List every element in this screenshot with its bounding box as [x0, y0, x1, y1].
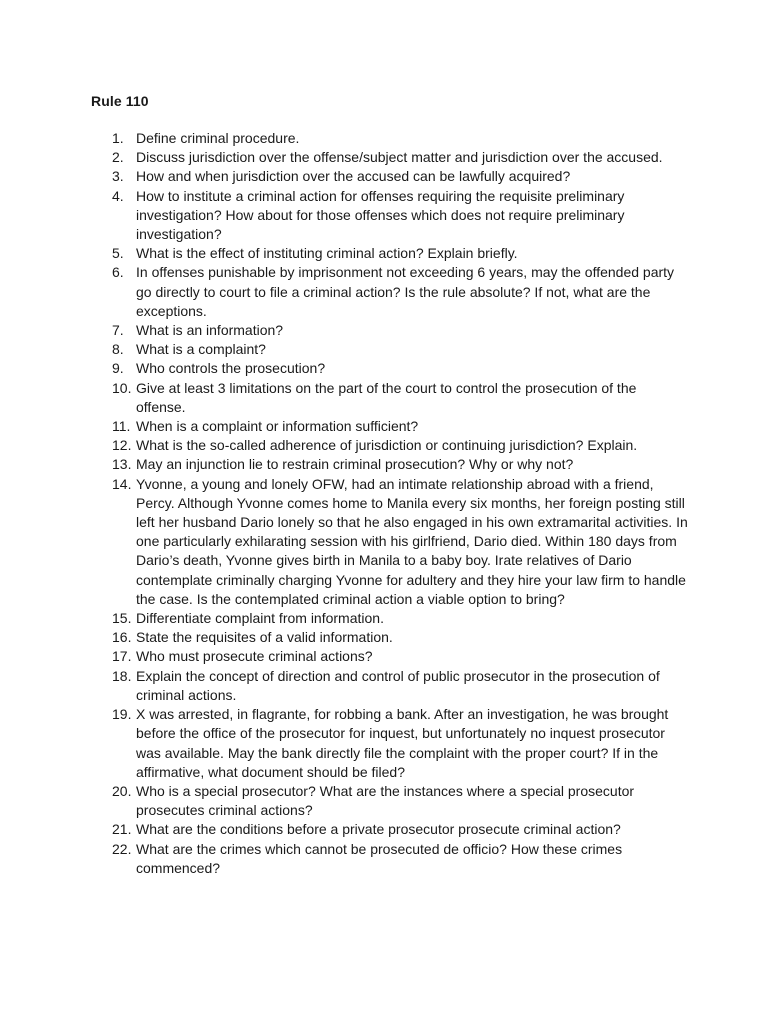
list-item-text: What is the effect of instituting criminal action? Explain briefly. [136, 245, 518, 262]
list-item-text: What is an information? [136, 322, 284, 339]
list-item-number: 12. [112, 437, 132, 454]
list-item-number: 6. [112, 264, 124, 281]
list-item-number: 8. [112, 341, 124, 358]
list-item-number: 19. [112, 706, 132, 723]
list-item [0, 167, 768, 186]
list-item-number: 16. [112, 629, 132, 646]
list-item-text: When is a complaint or information sufficient? [136, 418, 419, 435]
list-item [0, 667, 768, 705]
list-item-number: 13. [112, 456, 132, 473]
list-item-number: 18. [112, 667, 132, 684]
page-title: Rule 110 [91, 93, 149, 109]
list-item-text: Discuss jurisdiction over the offense/subject matter and jurisdiction over the accused. [136, 149, 663, 166]
list-item-number: 9. [112, 360, 124, 377]
list-item-text: May an injunction lie to restrain criminal prosecution? Why or why not? [136, 456, 574, 473]
list-item [0, 148, 768, 167]
list-item-text: Who controls the prosecution? [136, 360, 326, 377]
list-item [0, 263, 768, 321]
list-item-number: 1. [112, 130, 124, 146]
list-item-text: How to institute a criminal action for offenses requiring the requisite preliminary investigation? How about for those offenses which does not require preliminary investigation? [136, 187, 625, 243]
list-item-number: 20. [112, 782, 132, 799]
list-item-text: Who is a special prosecutor? What are the instances where a special prosecutor prosecutes criminal actions? [136, 782, 635, 819]
list-item-text: Differentiate complaint from information. [136, 610, 384, 627]
list-item [0, 820, 768, 839]
question-list [0, 129, 768, 878]
list-item-text: What are the conditions before a private prosecutor prosecute criminal action? [136, 821, 621, 838]
list-item [0, 417, 768, 436]
list-item [0, 244, 768, 263]
list-item-text: What is the so-called adherence of jurisdiction or continuing jurisdiction? Explain. [136, 437, 638, 454]
list-item-number: 15. [112, 610, 132, 627]
list-item-number: 22. [112, 840, 132, 857]
list-item-text: Explain the concept of direction and control of public prosecutor in the prosecution of criminal actions. [136, 667, 660, 703]
list-item [0, 436, 768, 455]
list-item-text: Define criminal procedure. [136, 130, 300, 146]
list-item [0, 129, 768, 148]
list-item [0, 455, 768, 474]
list-item [0, 379, 768, 417]
list-item-number: 7. [112, 322, 124, 339]
list-item-number: 5. [112, 245, 124, 262]
list-item-text: What are the crimes which cannot be prosecuted de officio? How these crimes commenced? [136, 840, 623, 876]
list-item [0, 782, 768, 820]
list-item [0, 609, 768, 628]
list-item [0, 840, 768, 878]
list-item [0, 705, 768, 782]
list-item [0, 340, 768, 359]
list-item-number: 3. [112, 168, 124, 185]
list-item [0, 321, 768, 340]
list-item-text: In offenses punishable by imprisonment not exceeding 6 years, may the offended party go directly to court to file a criminal action? Is the rule absolute? If not, what are the exceptions. [136, 264, 675, 319]
list-item [0, 187, 768, 245]
list-item-text: Yvonne, a young and lonely OFW, had an intimate relationship abroad with a friend, Percy. Although Yvonne comes home to Manila every six months, her foreign posting still left her husband Dario lonely so that he also engaged in his own extramarital activities. In one particularly exhilarating session with his girlfriend, Dario died. Within 180 days from Dario’s death, Yvonne gives birth in Manila to a baby boy. Irate relatives of Dario contemplate criminally charging Yvonne for adultery and they hire your law firm to handle the case. Is the contemplated criminal action a viable option to bring? [136, 475, 688, 607]
list-item-text: X was arrested, in flagrante, for robbing a bank. After an investigation, he was brought before the office of the prosecutor for inquest, but unfortunately no inquest prosecutor was available. May the bank directly file the complaint with the proper court? If in the affirmative, what document should be filed? [136, 706, 669, 780]
list-item [0, 475, 768, 609]
list-item-number: 11. [112, 418, 131, 435]
list-item-text: How and when jurisdiction over the accused can be lawfully acquired? [136, 168, 571, 185]
list-item-number: 4. [112, 187, 124, 204]
list-item [0, 628, 768, 647]
list-item-number: 17. [112, 648, 132, 665]
list-item-number: 2. [112, 149, 124, 166]
list-item-text: State the requisites of a valid information. [136, 629, 393, 646]
list-item-number: 14. [112, 475, 132, 492]
list-item-number: 21. [112, 821, 132, 838]
list-item [0, 359, 768, 378]
list-item-text: Who must prosecute criminal actions? [136, 648, 373, 665]
list-item-text: What is a complaint? [136, 341, 266, 358]
list-item [0, 647, 768, 666]
list-item-number: 10. [112, 379, 132, 396]
list-item-text: Give at least 3 limitations on the part of the court to control the prosecution of the offense. [136, 379, 637, 415]
